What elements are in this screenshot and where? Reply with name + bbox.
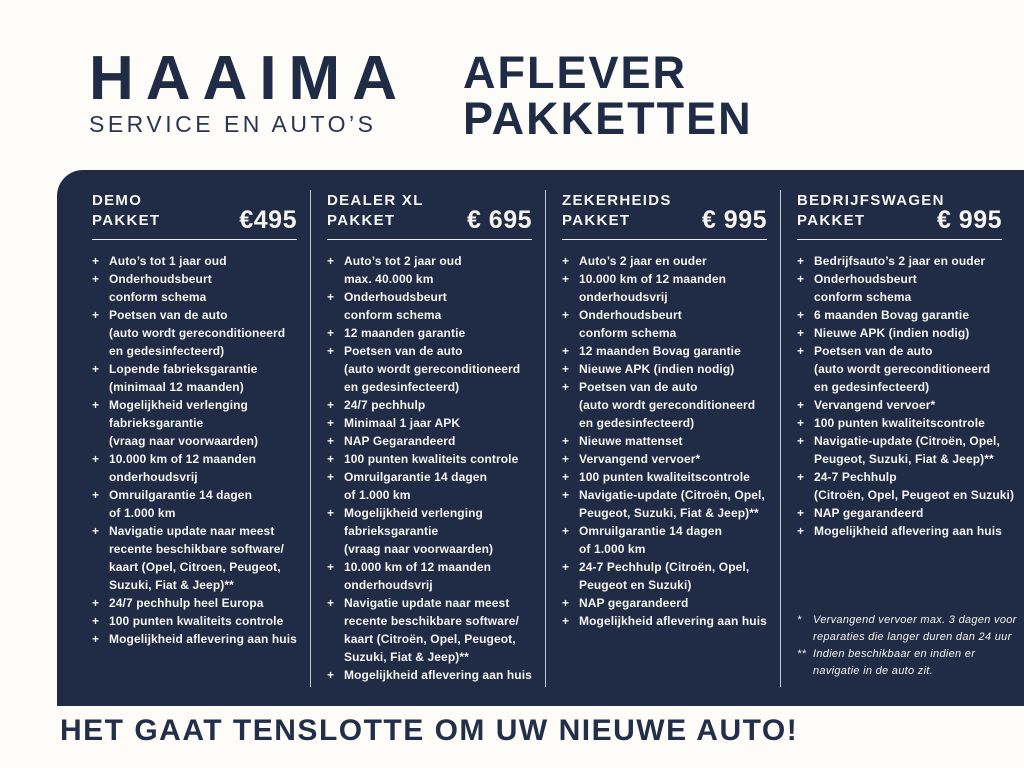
plus-bullet-icon: +: [92, 488, 100, 502]
footnote-marker: **: [797, 648, 807, 660]
package-feature: [92, 594, 297, 612]
package-feature: [562, 486, 767, 522]
package-feature: [92, 612, 297, 630]
plus-bullet-icon: +: [562, 614, 570, 628]
package-feature: [562, 432, 767, 450]
feature-text: Lopende fabrieksgarantie (minimaal 12 maanden): [109, 362, 258, 394]
footnote: [797, 646, 1002, 680]
plus-bullet-icon: +: [797, 308, 805, 322]
package-name-line2: PAKKET: [327, 212, 396, 229]
plus-bullet-icon: +: [797, 344, 805, 358]
package-feature: [562, 378, 767, 432]
package-feature: [327, 342, 532, 396]
package-feature: [562, 468, 767, 486]
plus-bullet-icon: +: [92, 254, 100, 268]
package-feature: [327, 414, 532, 432]
package-feature: [92, 360, 297, 396]
package-header: [327, 192, 532, 234]
package-column: [327, 192, 562, 706]
feature-text: 24-7 Pechhulp (Citroën, Opel, Peugeot en Suzuki): [579, 560, 750, 592]
brand-name: HAAIMA: [89, 44, 409, 113]
package-feature: [797, 396, 1002, 414]
package-name-line1: DEALER XL: [327, 192, 424, 209]
feature-text: 24/7 pechhulp: [344, 398, 426, 412]
package-name-line1: ZEKERHEIDS: [562, 192, 672, 209]
package-feature: [92, 396, 297, 450]
footnote: [797, 612, 1017, 646]
package-feature: [797, 414, 1002, 432]
package-feature-list: [562, 252, 767, 630]
feature-text: 6 maanden Bovag garantie: [814, 308, 970, 322]
header-rule: [327, 239, 532, 240]
package-header: [92, 192, 297, 234]
feature-text: Omruilgarantie 14 dagen of 1.000 km: [109, 488, 253, 520]
page-title-line1: AFLEVER: [463, 47, 688, 98]
package-feature: [797, 432, 1002, 468]
package-feature: [562, 594, 767, 612]
brand-tagline: SERVICE EN AUTO’S: [89, 111, 377, 137]
footer-slogan: HET GAAT TENSLOTTE OM UW NIEUWE AUTO!: [60, 714, 799, 747]
package-name-line2: PAKKET: [797, 212, 866, 229]
package-feature: [92, 630, 297, 648]
package-price: € 695: [466, 206, 532, 234]
package-price: €495: [239, 206, 297, 234]
package-feature: [797, 468, 1015, 504]
feature-text: Mogelijkheid verlenging fabrieksgarantie (vraag naar voorwaarden): [109, 398, 259, 448]
feature-text: Onderhoudsbeurt conform schema: [814, 272, 917, 304]
page-title: [463, 47, 753, 144]
package-feature: [562, 522, 767, 558]
package-name-line1: DEMO: [92, 192, 143, 209]
feature-text: Vervangend vervoer*: [579, 452, 701, 466]
plus-bullet-icon: +: [327, 326, 335, 340]
feature-text: Poetsen van de auto (auto wordt gereconditioneerd en gedesinfecteerd): [579, 380, 756, 430]
package-feature: [92, 522, 297, 594]
feature-text: 12 maanden garantie: [344, 326, 466, 340]
package-feature: [327, 468, 532, 504]
package-feature: [327, 594, 532, 666]
feature-text: 24-7 Pechhulp (Citroën, Opel, Peugeot en Suzuki): [814, 470, 1015, 502]
feature-text: Bedrijfsauto’s 2 jaar en ouder: [814, 254, 986, 268]
plus-bullet-icon: +: [327, 254, 335, 268]
packages-panel: [57, 170, 1024, 706]
plus-bullet-icon: +: [562, 272, 570, 286]
plus-bullet-icon: +: [797, 416, 805, 430]
plus-bullet-icon: +: [92, 272, 100, 286]
package-column: [562, 192, 797, 706]
feature-text: Vervangend vervoer*: [814, 398, 936, 412]
package-feature: [562, 270, 767, 306]
feature-text: Auto’s tot 2 jaar oud max. 40.000 km: [344, 254, 462, 286]
package-feature: [92, 450, 297, 486]
plus-bullet-icon: +: [797, 470, 805, 484]
package-feature: [562, 612, 767, 630]
feature-text: Auto’s 2 jaar en ouder: [579, 254, 707, 268]
package-feature: [562, 450, 767, 468]
feature-text: Omruilgarantie 14 dagen of 1.000 km: [344, 470, 488, 502]
package-feature: [327, 396, 532, 414]
plus-bullet-icon: +: [797, 434, 805, 448]
feature-text: Navigatie update naar meest recente beschikbare software/ kaart (Citroën, Opel, Peugeot, Suzuki, Fiat & Jeep)**: [344, 596, 519, 664]
footnote-marker: *: [797, 614, 802, 626]
package-feature: [92, 486, 297, 522]
plus-bullet-icon: +: [92, 308, 100, 322]
feature-text: Poetsen van de auto (auto wordt gereconditioneerd en gedesinfecteerd): [344, 344, 521, 394]
package-feature: [797, 504, 1002, 522]
package-feature: [327, 666, 532, 684]
footnotes: [797, 612, 1017, 680]
plus-bullet-icon: +: [327, 452, 335, 466]
feature-text: Navigatie-update (Citroën, Opel, Peugeot, Suzuki, Fiat & Jeep)**: [579, 488, 765, 520]
package-feature: [327, 450, 532, 468]
plus-bullet-icon: +: [92, 452, 100, 466]
plus-bullet-icon: +: [562, 344, 570, 358]
package-feature: [797, 324, 1002, 342]
package-feature: [797, 252, 1002, 270]
package-price: € 995: [701, 206, 767, 234]
plus-bullet-icon: +: [327, 416, 335, 430]
package-header: [562, 192, 767, 234]
plus-bullet-icon: +: [562, 524, 570, 538]
package-feature: [562, 558, 767, 594]
plus-bullet-icon: +: [797, 506, 805, 520]
plus-bullet-icon: +: [562, 434, 570, 448]
package-price: € 995: [936, 206, 1002, 234]
feature-text: Mogelijkheid verlenging fabrieksgarantie (vraag naar voorwaarden): [344, 506, 494, 556]
package-feature: [327, 558, 532, 594]
package-feature: [327, 324, 532, 342]
package-feature: [797, 306, 1002, 324]
plus-bullet-icon: +: [327, 434, 335, 448]
package-column: [92, 192, 327, 706]
package-feature: [92, 252, 297, 270]
feature-text: Omruilgarantie 14 dagen of 1.000 km: [579, 524, 723, 556]
feature-text: Onderhoudsbeurt conform schema: [344, 290, 447, 322]
plus-bullet-icon: +: [92, 632, 100, 646]
feature-text: 12 maanden Bovag garantie: [579, 344, 741, 358]
plus-bullet-icon: +: [562, 362, 570, 376]
plus-bullet-icon: +: [327, 398, 335, 412]
package-columns: [57, 170, 1024, 706]
footnote-text: Indien beschikbaar en indien er navigatie in de auto zit.: [813, 648, 976, 677]
plus-bullet-icon: +: [327, 290, 335, 304]
plus-bullet-icon: +: [92, 398, 100, 412]
feature-text: NAP gegarandeerd: [579, 596, 689, 610]
feature-text: Onderhoudsbeurt conform schema: [579, 308, 682, 340]
feature-text: Navigatie-update (Citroën, Opel, Peugeot, Suzuki, Fiat & Jeep)**: [814, 434, 1000, 466]
plus-bullet-icon: +: [562, 380, 570, 394]
feature-text: Nieuwe mattenset: [579, 434, 683, 448]
plus-bullet-icon: +: [327, 596, 335, 610]
feature-text: 10.000 km of 12 maanden onderhoudsvrij: [579, 272, 727, 304]
plus-bullet-icon: +: [797, 272, 805, 286]
plus-bullet-icon: +: [92, 524, 100, 538]
plus-bullet-icon: +: [327, 668, 335, 682]
footnote-text: Vervangend vervoer max. 3 dagen voor reparaties die langer duren dan 24 uur: [813, 614, 1017, 643]
package-feature: [327, 504, 532, 558]
feature-text: Nieuwe APK (indien nodig): [579, 362, 735, 376]
plus-bullet-icon: +: [562, 488, 570, 502]
page-title-line2: PAKKETTEN: [463, 93, 753, 144]
feature-text: Mogelijkheid aflevering aan huis: [814, 524, 1002, 538]
feature-text: Poetsen van de auto (auto wordt gereconditioneerd en gedesinfecteerd): [814, 344, 991, 394]
package-feature: [92, 270, 297, 306]
package-feature: [562, 306, 767, 342]
plus-bullet-icon: +: [797, 254, 805, 268]
package-name-line2: PAKKET: [562, 212, 631, 229]
brand-logo: [89, 44, 409, 137]
package-feature: [327, 432, 532, 450]
package-feature-list: [92, 252, 297, 648]
feature-text: Mogelijkheid aflevering aan huis: [579, 614, 767, 628]
package-feature: [797, 270, 1002, 306]
feature-text: NAP Gegarandeerd: [344, 434, 456, 448]
plus-bullet-icon: +: [797, 398, 805, 412]
package-feature: [797, 522, 1002, 540]
plus-bullet-icon: +: [797, 326, 805, 340]
package-feature-list: [797, 252, 1015, 540]
plus-bullet-icon: +: [92, 596, 100, 610]
feature-text: 100 punten kwaliteitscontrole: [814, 416, 985, 430]
feature-text: 100 punten kwaliteits controle: [344, 452, 519, 466]
package-name-line1: BEDRIJFSWAGEN: [797, 192, 945, 209]
feature-text: Navigatie update naar meest recente beschikbare software/ kaart (Opel, Citroen, Peugeot, Suzuki, Fiat & Jeep)**: [109, 524, 284, 592]
plus-bullet-icon: +: [327, 470, 335, 484]
package-feature: [797, 342, 1002, 396]
header-rule: [797, 239, 1002, 240]
package-feature: [92, 306, 297, 360]
package-header: [797, 192, 1002, 234]
plus-bullet-icon: +: [797, 524, 805, 538]
plus-bullet-icon: +: [327, 344, 335, 358]
feature-text: Poetsen van de auto (auto wordt gereconditioneerd en gedesinfecteerd): [109, 308, 286, 358]
feature-text: Nieuwe APK (indien nodig): [814, 326, 970, 340]
header-rule: [562, 239, 767, 240]
plus-bullet-icon: +: [92, 362, 100, 376]
plus-bullet-icon: +: [562, 308, 570, 322]
package-feature: [327, 252, 532, 288]
feature-text: Onderhoudsbeurt conform schema: [109, 272, 212, 304]
header-rule: [92, 239, 297, 240]
feature-text: Auto’s tot 1 jaar oud: [109, 254, 227, 268]
package-feature: [327, 288, 532, 324]
package-column: [797, 192, 1024, 706]
feature-text: 100 punten kwaliteits controle: [109, 614, 284, 628]
feature-text: 10.000 km of 12 maanden onderhoudsvrij: [109, 452, 257, 484]
feature-text: Mogelijkheid aflevering aan huis: [109, 632, 297, 646]
plus-bullet-icon: +: [562, 254, 570, 268]
feature-text: Minimaal 1 jaar APK: [344, 416, 461, 430]
package-feature-list: [327, 252, 532, 684]
feature-text: 10.000 km of 12 maanden onderhoudsvrij: [344, 560, 492, 592]
package-feature: [562, 360, 767, 378]
plus-bullet-icon: +: [562, 560, 570, 574]
plus-bullet-icon: +: [327, 506, 335, 520]
package-feature: [562, 252, 767, 270]
plus-bullet-icon: +: [327, 560, 335, 574]
feature-text: 100 punten kwaliteitscontrole: [579, 470, 750, 484]
plus-bullet-icon: +: [562, 596, 570, 610]
feature-text: 24/7 pechhulp heel Europa: [109, 596, 264, 610]
plus-bullet-icon: +: [92, 614, 100, 628]
plus-bullet-icon: +: [562, 452, 570, 466]
package-name-line2: PAKKET: [92, 212, 161, 229]
plus-bullet-icon: +: [562, 470, 570, 484]
package-feature: [562, 342, 767, 360]
feature-text: NAP gegarandeerd: [814, 506, 924, 520]
feature-text: Mogelijkheid aflevering aan huis: [344, 668, 532, 682]
